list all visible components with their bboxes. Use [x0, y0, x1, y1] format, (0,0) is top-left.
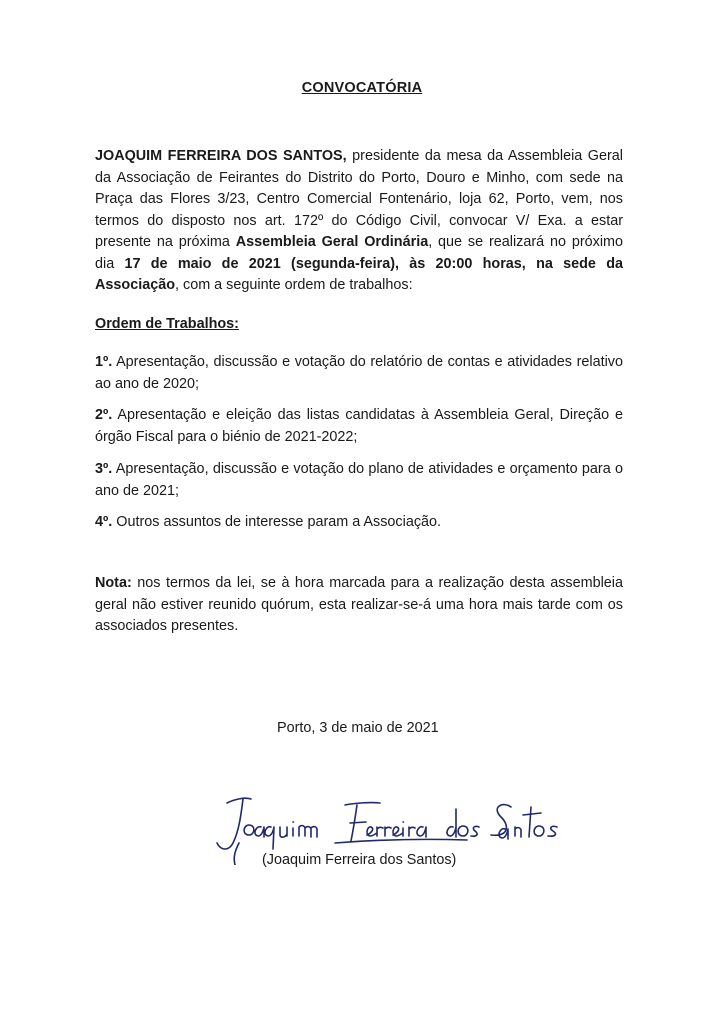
agenda-item-text: Outros assuntos de interesse param a Associação.	[112, 514, 442, 530]
note-label: Nota:	[95, 575, 132, 591]
place-date: Porto, 3 de maio de 2021	[277, 720, 439, 736]
agenda-item-number: 3º.	[95, 461, 113, 477]
intro-paragraph	[95, 146, 623, 297]
note-paragraph	[95, 573, 623, 638]
agenda-item	[95, 405, 623, 448]
agenda-item-text: Apresentação, discussão e votação do relatório de contas e atividades relativo ao ano de 2020;	[95, 354, 623, 392]
agenda-item	[95, 512, 623, 534]
agenda-heading: Ordem de Trabalhos:	[95, 316, 239, 332]
president-name: JOAQUIM FERREIRA DOS SANTOS,	[95, 148, 347, 164]
note-text: nos termos da lei, se à hora marcada para a realização desta assembleia geral não estiver reunido quórum, esta realizar-se-á uma hora mais tarde com os associados presentes.	[95, 575, 623, 634]
agenda-item-text: Apresentação, discussão e votação do plano de atividades e orçamento para o ano de 2021;	[95, 461, 623, 499]
agenda-item	[95, 459, 623, 502]
agenda-item-number: 2º.	[95, 407, 113, 423]
intro-text-3: , com a seguinte ordem de trabalhos:	[175, 277, 413, 293]
intro-text-2: , que se realizará no próximo dia	[95, 234, 624, 272]
assembly-type: Assembleia Geral Ordinária	[235, 234, 429, 250]
document-title: CONVOCATÓRIA	[301, 80, 423, 96]
agenda-item-number: 4º.	[95, 514, 113, 530]
meeting-datetime: 17 de maio de 2021 (segunda-feira), às 20:00 horas, na sede da Associação	[95, 255, 623, 293]
intro-text-1: presidente da mesa da Assembleia Geral da Associação de Feirantes do Distrito do Porto, Douro e Minho, com sede na Praça das Flores 3/23, Centro Comercial Fontenário, loja 62, Porto, vem, nos termos do disposto nos art. 172º do Código Civil, convocar V/ Exa. a estar presente na próxima	[95, 148, 623, 250]
agenda-item	[95, 352, 623, 395]
agenda-item-number: 1º.	[95, 354, 113, 370]
agenda-item-text: Apresentação e eleição das listas candidatas à Assembleia Geral, Direção e órgão Fiscal para o biénio de 2021-2022;	[95, 407, 623, 445]
signatory-printed-name: (Joaquim Ferreira dos Santos)	[262, 852, 457, 868]
